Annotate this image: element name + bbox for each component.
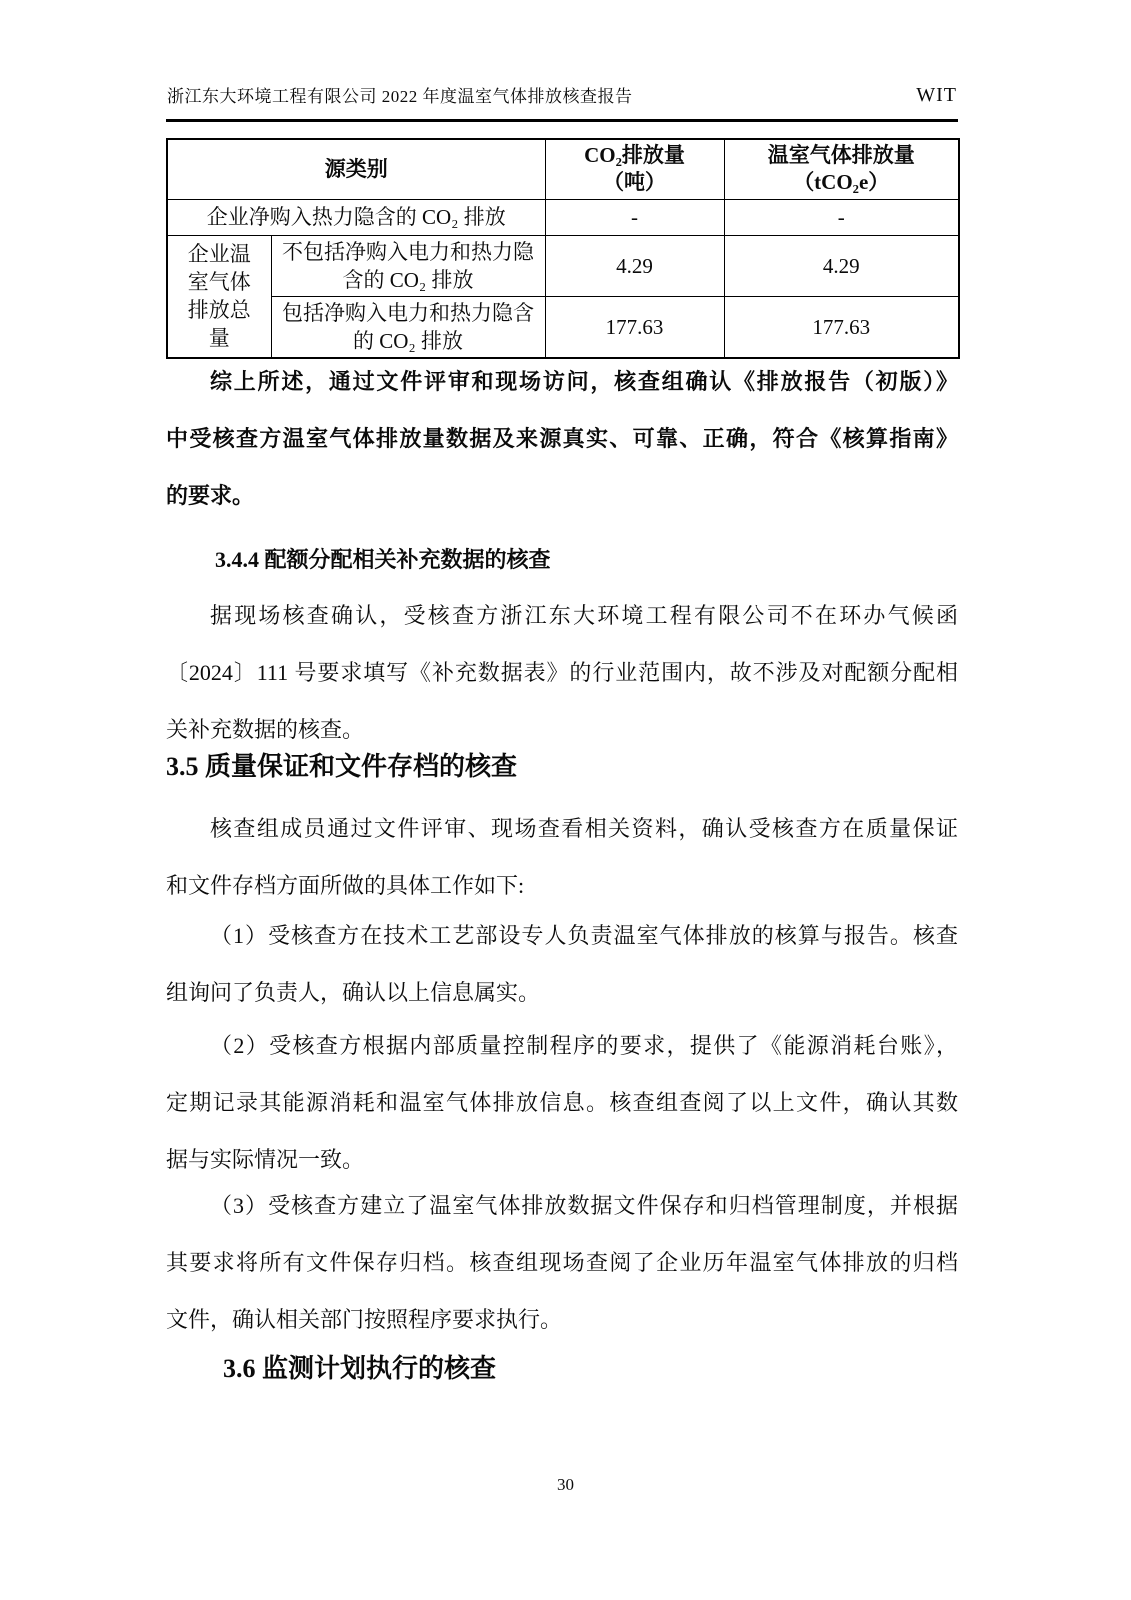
row-heat-co2-value: - bbox=[545, 199, 724, 235]
paragraph-line: 的要求。 bbox=[166, 483, 255, 508]
row-excl-co2-value: 4.29 bbox=[545, 235, 724, 296]
section-heading-3-4-4: 3.4.4 配额分配相关补充数据的核查 bbox=[215, 547, 551, 572]
paragraph-line: 文件，确认相关部门按照程序要求执行。 bbox=[166, 1307, 563, 1332]
row-incl-ghg-value: 177.63 bbox=[724, 296, 959, 358]
paragraph-3-5-intro bbox=[166, 800, 958, 914]
paragraph-line: 〔2024〕111 号要求填写《补充数据表》的行业范围内，故不涉及对配额分配相 bbox=[166, 660, 958, 685]
table-header-row bbox=[167, 139, 959, 199]
row-excl-ghg-value: 4.29 bbox=[724, 235, 959, 296]
row-incl-co2-value: 177.63 bbox=[545, 296, 724, 358]
section-heading-3-5: 3.5 质量保证和文件存档的核查 bbox=[166, 752, 518, 781]
paragraph-line: 综上所述，通过文件评审和现场访问，核查组确认《排放报告（初版）》 bbox=[210, 369, 958, 394]
row-heat-label: 企业净购入热力隐含的 CO₂ 排放 bbox=[167, 199, 545, 235]
col-header-co2-line2: （吨） bbox=[603, 170, 666, 195]
table-row-heat bbox=[167, 199, 959, 235]
paragraph-line: 组询问了负责人，确认以上信息属实。 bbox=[166, 980, 541, 1005]
emissions-summary-table bbox=[166, 138, 960, 359]
page-number: 30 bbox=[557, 1475, 574, 1494]
paragraph-item-1 bbox=[166, 907, 958, 1021]
col-header-source: 源类别 bbox=[167, 139, 545, 199]
row-heat-ghg-value: - bbox=[724, 199, 959, 235]
paragraph-line: 关补充数据的核查。 bbox=[166, 717, 365, 742]
section-heading-3-6: 3.6 监测计划执行的核查 bbox=[223, 1354, 497, 1383]
paragraph-summary bbox=[166, 353, 958, 524]
paragraph-line: 核查组成员通过文件评审、现场查看相关资料，确认受核查方在质量保证 bbox=[210, 816, 958, 841]
paragraph-line: （2）受核查方根据内部质量控制程序的要求，提供了《能源消耗台账》， bbox=[210, 1033, 958, 1058]
table-row-incl bbox=[167, 296, 959, 358]
paragraph-line: 据现场核查确认，受核查方浙江东大环境工程有限公司不在环办气候函 bbox=[210, 603, 958, 628]
page-header bbox=[167, 82, 957, 107]
paragraph-line: 定期记录其能源消耗和温室气体排放信息。核查组查阅了以上文件，确认其数 bbox=[166, 1090, 958, 1115]
paragraph-item-2 bbox=[166, 1017, 958, 1188]
col-header-co2 bbox=[545, 139, 724, 199]
header-rule bbox=[166, 119, 958, 122]
col-header-co2-line1: CO₂排放量 bbox=[584, 143, 685, 168]
report-title: 浙江东大环境工程有限公司 2022 年度温室气体排放核查报告 bbox=[167, 87, 633, 106]
header-logo-wit: WIT bbox=[916, 84, 957, 106]
table-row-excl bbox=[167, 235, 959, 296]
row-group-label: 企业温室气体排放总量 bbox=[167, 235, 271, 358]
paragraph-line: 和文件存档方面所做的具体工作如下: bbox=[166, 873, 525, 898]
paragraph-item-3 bbox=[166, 1177, 958, 1348]
paragraph-line: 其要求将所有文件保存归档。核查组现场查阅了企业历年温室气体排放的归档 bbox=[166, 1250, 958, 1275]
col-header-ghg bbox=[724, 139, 959, 199]
paragraph-line: （1）受核查方在技术工艺部设专人负责温室气体排放的核算与报告。核查 bbox=[210, 923, 958, 948]
row-excl-label: 不包括净购入电力和热力隐含的 CO₂ 排放 bbox=[271, 235, 545, 296]
paragraph-line: （3）受核查方建立了温室气体排放数据文件保存和归档管理制度，并根据 bbox=[210, 1193, 958, 1218]
paragraph-3-4-4 bbox=[166, 587, 958, 758]
col-header-ghg-line1: 温室气体排放量 bbox=[767, 143, 915, 168]
row-incl-label: 包括净购入电力和热力隐含的 CO₂ 排放 bbox=[271, 296, 545, 358]
paragraph-line: 中受核查方温室气体排放量数据及来源真实、可靠、正确，符合《核算指南》 bbox=[166, 426, 958, 451]
paragraph-line: 据与实际情况一致。 bbox=[166, 1147, 365, 1172]
col-header-ghg-line2: （tCO₂e） bbox=[793, 170, 890, 195]
